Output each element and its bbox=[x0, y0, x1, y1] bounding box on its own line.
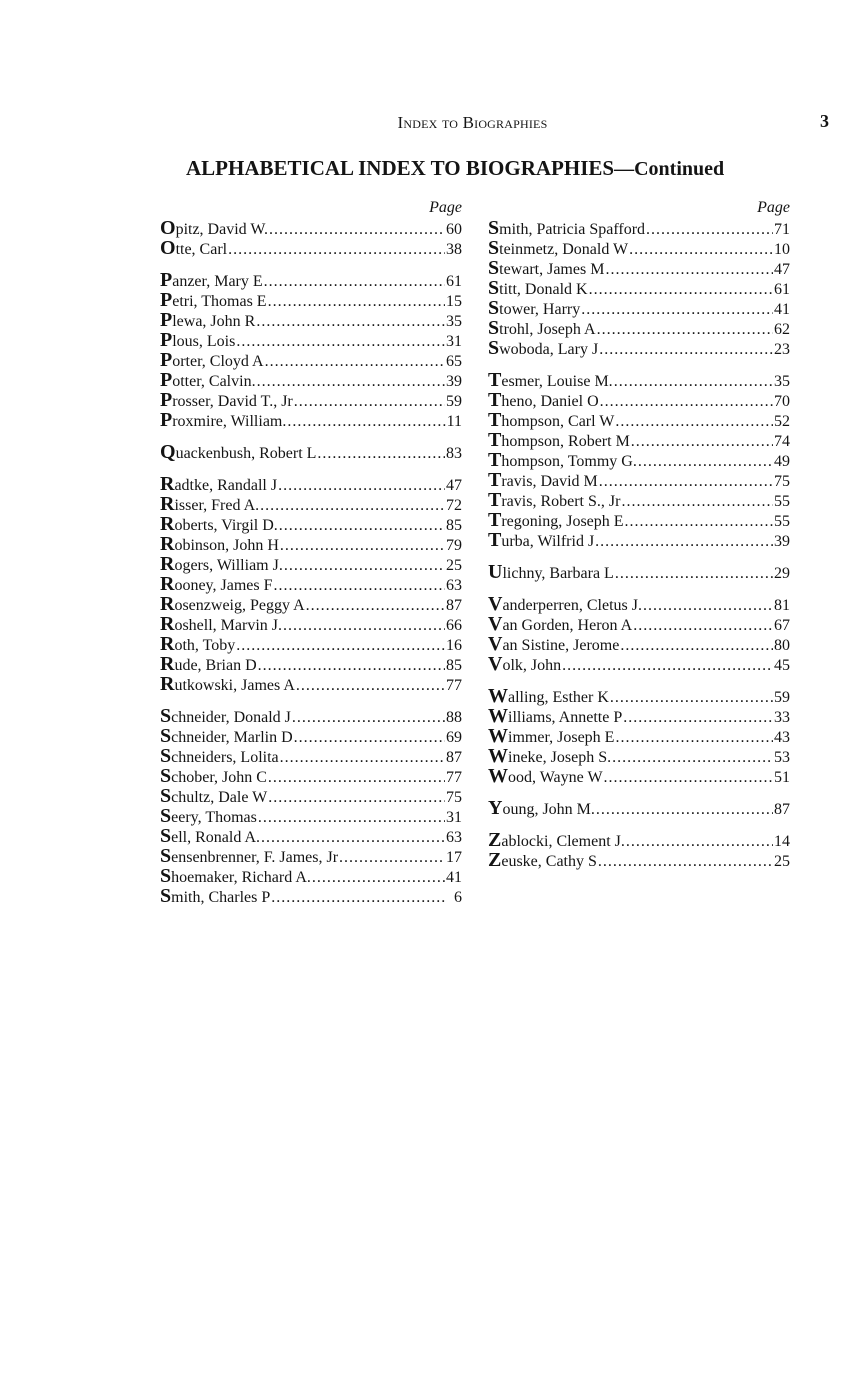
index-entry bbox=[488, 746, 790, 766]
entry-name: Williams, Annette P bbox=[488, 706, 623, 726]
entry-name: Thompson, Tommy G. bbox=[488, 450, 637, 470]
entry-name: Smith, Patricia Spafford bbox=[488, 218, 646, 238]
entry-name: Risser, Fred A. bbox=[160, 494, 260, 514]
index-letter-group bbox=[160, 706, 462, 906]
dot-leader bbox=[264, 272, 445, 290]
dot-leader bbox=[620, 636, 773, 654]
entry-page-number: 83 bbox=[446, 445, 462, 462]
left-entries bbox=[160, 218, 462, 906]
index-entry bbox=[160, 238, 462, 258]
dot-leader bbox=[283, 616, 445, 634]
dot-leader bbox=[631, 432, 773, 450]
index-entry bbox=[160, 654, 462, 674]
index-title-main: ALPHABETICAL INDEX TO BIOGRAPHIES bbox=[186, 156, 615, 180]
entry-page-number: 62 bbox=[774, 321, 790, 338]
dot-leader bbox=[260, 496, 445, 514]
entry-page-number: 72 bbox=[446, 497, 462, 514]
entry-page-number: 87 bbox=[446, 597, 462, 614]
index-entry bbox=[160, 474, 462, 494]
entry-page-number: 79 bbox=[446, 537, 462, 554]
entry-name: Stower, Harry bbox=[488, 298, 581, 318]
index-letter-group bbox=[160, 270, 462, 430]
entry-name: Vanderperren, Cletus J. bbox=[488, 594, 642, 614]
entry-page-number: 88 bbox=[446, 709, 462, 726]
entry-name: Wood, Wayne W bbox=[488, 766, 603, 786]
dot-leader bbox=[604, 768, 773, 786]
entry-page-number: 25 bbox=[446, 557, 462, 574]
index-entry bbox=[488, 450, 790, 470]
entry-page-number: 69 bbox=[446, 729, 462, 746]
dot-leader bbox=[268, 788, 445, 806]
index-entry bbox=[488, 258, 790, 278]
dot-leader bbox=[615, 728, 773, 746]
index-entry bbox=[488, 298, 790, 318]
dot-leader bbox=[258, 656, 445, 674]
entry-name: Walling, Esther K bbox=[488, 686, 609, 706]
entry-name: Steinmetz, Donald W bbox=[488, 238, 629, 258]
dot-leader bbox=[623, 708, 773, 726]
entry-name: Zablocki, Clement J. bbox=[488, 830, 625, 850]
entry-name: Turba, Wilfrid J bbox=[488, 530, 595, 550]
entry-name: Plous, Lois bbox=[160, 330, 236, 350]
index-entry bbox=[160, 786, 462, 806]
index-entry bbox=[488, 338, 790, 358]
index-entry bbox=[160, 634, 462, 654]
entry-page-number: 35 bbox=[446, 313, 462, 330]
page-column-label: Page bbox=[757, 199, 790, 216]
index-entry bbox=[160, 806, 462, 826]
entry-name: Roth, Toby bbox=[160, 634, 236, 654]
dot-leader bbox=[615, 564, 773, 582]
dot-leader bbox=[646, 220, 773, 238]
running-head: Index to Biographies bbox=[397, 113, 548, 132]
page-column-label: Page bbox=[429, 199, 462, 216]
dot-leader bbox=[280, 536, 445, 554]
dot-leader bbox=[625, 512, 773, 530]
entry-name: Zeuske, Cathy S bbox=[488, 850, 597, 870]
dot-leader bbox=[280, 748, 445, 766]
dot-leader bbox=[269, 220, 445, 238]
entry-page-number: 67 bbox=[774, 617, 790, 634]
index-entry bbox=[160, 390, 462, 410]
dot-leader bbox=[339, 848, 445, 866]
entry-page-number: 87 bbox=[446, 749, 462, 766]
dot-leader bbox=[615, 412, 773, 430]
dot-leader bbox=[612, 748, 773, 766]
page-number: 3 bbox=[820, 111, 829, 131]
index-entry bbox=[488, 798, 790, 818]
dot-leader bbox=[271, 888, 447, 906]
index-letter-group bbox=[160, 218, 462, 258]
entry-name: Radtke, Randall J bbox=[160, 474, 278, 494]
index-entry bbox=[488, 614, 790, 634]
index-entry bbox=[488, 726, 790, 746]
index-letter-group bbox=[488, 370, 790, 550]
index-entry bbox=[160, 706, 462, 726]
index-entry bbox=[160, 826, 462, 846]
entry-name: Prosser, David T., Jr bbox=[160, 390, 293, 410]
entry-page-number: 85 bbox=[446, 517, 462, 534]
dot-leader bbox=[268, 292, 445, 310]
entry-page-number: 41 bbox=[446, 869, 462, 886]
dot-leader bbox=[629, 240, 773, 258]
index-entry bbox=[160, 766, 462, 786]
dot-leader bbox=[294, 392, 445, 410]
index-entry bbox=[488, 830, 790, 850]
right-column bbox=[488, 198, 790, 882]
index-entry bbox=[160, 218, 462, 238]
index-entry bbox=[488, 510, 790, 530]
dot-leader bbox=[598, 852, 773, 870]
entry-page-number: 60 bbox=[446, 221, 462, 238]
entry-name: Robinson, John H bbox=[160, 534, 279, 554]
index-entry bbox=[160, 270, 462, 290]
index-entry bbox=[160, 886, 462, 906]
entry-page-number: 16 bbox=[446, 637, 462, 654]
dot-leader bbox=[643, 596, 773, 614]
entry-page-number: 31 bbox=[446, 809, 462, 826]
entry-name: Wimmer, Joseph E bbox=[488, 726, 615, 746]
index-entry bbox=[488, 238, 790, 258]
dot-leader bbox=[597, 320, 773, 338]
dot-leader bbox=[312, 868, 445, 886]
index-letter-group bbox=[488, 798, 790, 818]
entry-name: Schneider, Donald J bbox=[160, 706, 291, 726]
index-entry bbox=[160, 514, 462, 534]
index-entry bbox=[160, 746, 462, 766]
index-entry bbox=[488, 634, 790, 654]
entry-name: Stewart, James M bbox=[488, 258, 605, 278]
index-entry bbox=[160, 330, 462, 350]
entry-name: Travis, David M bbox=[488, 470, 598, 490]
index-entry bbox=[160, 494, 462, 514]
entry-name: Petri, Thomas E bbox=[160, 290, 267, 310]
entry-name: Quackenbush, Robert L bbox=[160, 442, 317, 462]
dot-leader bbox=[638, 452, 773, 470]
entry-page-number: 75 bbox=[774, 473, 790, 490]
index-entry bbox=[160, 594, 462, 614]
entry-name: Sell, Ronald A. bbox=[160, 826, 261, 846]
entry-name: Rude, Brian D bbox=[160, 654, 257, 674]
dot-leader bbox=[610, 688, 773, 706]
entry-page-number: 61 bbox=[774, 281, 790, 298]
entry-page-number: 75 bbox=[446, 789, 462, 806]
index-title bbox=[186, 156, 724, 181]
entry-name: Roberts, Virgil D. bbox=[160, 514, 278, 534]
entry-page-number: 41 bbox=[774, 301, 790, 318]
right-entries bbox=[488, 218, 790, 870]
dot-leader bbox=[596, 800, 773, 818]
entry-name: Schneiders, Lolita bbox=[160, 746, 279, 766]
index-entry bbox=[488, 470, 790, 490]
entry-page-number: 39 bbox=[446, 373, 462, 390]
entry-name: Stitt, Donald K bbox=[488, 278, 588, 298]
index-letter-group bbox=[488, 218, 790, 358]
entry-name: Rooney, James F bbox=[160, 574, 273, 594]
entry-page-number: 43 bbox=[774, 729, 790, 746]
entry-page-number: 85 bbox=[446, 657, 462, 674]
entry-name: Thompson, Robert M bbox=[488, 430, 630, 450]
entry-name: Van Sistine, Jerome bbox=[488, 634, 620, 654]
entry-name: Van Gorden, Heron A bbox=[488, 614, 633, 634]
left-column bbox=[160, 198, 462, 918]
index-title-suffix: —Continued bbox=[614, 158, 725, 180]
entry-page-number: 52 bbox=[774, 413, 790, 430]
index-entry bbox=[160, 554, 462, 574]
entry-page-number: 39 bbox=[774, 533, 790, 550]
entry-name: Ulichny, Barbara L bbox=[488, 562, 614, 582]
entry-name: Shoemaker, Richard A. bbox=[160, 866, 311, 886]
entry-name: Rogers, William J. bbox=[160, 554, 283, 574]
dot-leader bbox=[268, 768, 445, 786]
entry-page-number: 63 bbox=[446, 577, 462, 594]
entry-page-number: 49 bbox=[774, 453, 790, 470]
entry-page-number: 59 bbox=[774, 689, 790, 706]
entry-name: Proxmire, William. bbox=[160, 410, 287, 430]
entry-name: Strohl, Joseph A bbox=[488, 318, 596, 338]
dot-leader bbox=[562, 656, 773, 674]
entry-page-number: 47 bbox=[774, 261, 790, 278]
entry-name: Young, John M. bbox=[488, 798, 595, 818]
dot-leader bbox=[589, 280, 773, 298]
index-entry bbox=[488, 370, 790, 390]
index-entry bbox=[160, 290, 462, 310]
dot-leader bbox=[287, 412, 445, 430]
entry-page-number: 15 bbox=[446, 293, 462, 310]
entry-page-number: 14 bbox=[774, 833, 790, 850]
dot-leader bbox=[236, 636, 445, 654]
entry-name: Otte, Carl bbox=[160, 238, 228, 258]
dot-leader bbox=[626, 832, 773, 850]
entry-page-number: 65 bbox=[446, 353, 462, 370]
entry-page-number: 74 bbox=[774, 433, 790, 450]
entry-page-number: 70 bbox=[774, 393, 790, 410]
entry-page-number: 80 bbox=[774, 637, 790, 654]
entry-name: Schneider, Marlin D bbox=[160, 726, 293, 746]
dot-leader bbox=[279, 516, 445, 534]
index-letter-group bbox=[488, 562, 790, 582]
index-entry bbox=[160, 846, 462, 866]
dot-leader bbox=[278, 476, 445, 494]
index-entry bbox=[160, 410, 462, 430]
dot-leader bbox=[228, 240, 445, 258]
entry-page-number: 51 bbox=[774, 769, 790, 786]
entry-page-number: 6 bbox=[454, 889, 462, 906]
index-entry bbox=[160, 350, 462, 370]
entry-page-number: 77 bbox=[446, 677, 462, 694]
entry-page-number: 87 bbox=[774, 801, 790, 818]
entry-name: Travis, Robert S., Jr bbox=[488, 490, 621, 510]
entry-page-number: 35 bbox=[774, 373, 790, 390]
dot-leader bbox=[294, 728, 445, 746]
entry-name: Volk, John bbox=[488, 654, 562, 674]
entry-page-number: 11 bbox=[446, 413, 462, 430]
index-entry bbox=[488, 410, 790, 430]
entry-page-number: 55 bbox=[774, 493, 790, 510]
entry-name: Opitz, David W. bbox=[160, 218, 268, 238]
dot-leader bbox=[599, 340, 773, 358]
dot-leader bbox=[599, 472, 773, 490]
entry-name: Tesmer, Louise M. bbox=[488, 370, 613, 390]
dot-leader bbox=[284, 556, 445, 574]
entry-name: Rosenzweig, Peggy A bbox=[160, 594, 305, 614]
dot-leader bbox=[621, 492, 773, 510]
index-entry bbox=[488, 686, 790, 706]
entry-name: Theno, Daniel O bbox=[488, 390, 599, 410]
index-entry bbox=[488, 318, 790, 338]
entry-page-number: 77 bbox=[446, 769, 462, 786]
entry-page-number: 31 bbox=[446, 333, 462, 350]
dot-leader bbox=[600, 392, 773, 410]
index-entry bbox=[488, 218, 790, 238]
entry-name: Tregoning, Joseph E bbox=[488, 510, 624, 530]
index-entry bbox=[160, 614, 462, 634]
entry-page-number: 81 bbox=[774, 597, 790, 614]
dot-leader bbox=[258, 808, 445, 826]
entry-name: Schober, John C bbox=[160, 766, 267, 786]
entry-page-number: 29 bbox=[774, 565, 790, 582]
dot-leader bbox=[296, 676, 445, 694]
index-letter-group bbox=[488, 594, 790, 674]
dot-leader bbox=[274, 576, 445, 594]
dot-leader bbox=[317, 444, 445, 462]
index-entry bbox=[160, 574, 462, 594]
index-entry bbox=[160, 726, 462, 746]
index-entry bbox=[488, 594, 790, 614]
entry-name: Schultz, Dale W bbox=[160, 786, 268, 806]
entry-name: Roshell, Marvin J. bbox=[160, 614, 282, 634]
dot-leader bbox=[265, 352, 445, 370]
entry-page-number: 25 bbox=[774, 853, 790, 870]
index-letter-group bbox=[160, 474, 462, 694]
dot-leader bbox=[614, 372, 773, 390]
entry-name: Thompson, Carl W bbox=[488, 410, 615, 430]
index-entry bbox=[160, 310, 462, 330]
entry-name: Rutkowski, James A bbox=[160, 674, 295, 694]
entry-page-number: 63 bbox=[446, 829, 462, 846]
index-letter-group bbox=[160, 442, 462, 462]
index-entry bbox=[160, 866, 462, 886]
entry-page-number: 38 bbox=[446, 241, 462, 258]
entry-page-number: 45 bbox=[774, 657, 790, 674]
index-entry bbox=[488, 562, 790, 582]
index-letter-group bbox=[488, 830, 790, 870]
index-entry bbox=[160, 442, 462, 462]
entry-name: Seery, Thomas bbox=[160, 806, 257, 826]
index-entry bbox=[160, 674, 462, 694]
dot-leader bbox=[581, 300, 773, 318]
entry-page-number: 59 bbox=[446, 393, 462, 410]
entry-name: Sensenbrenner, F. James, Jr bbox=[160, 846, 339, 866]
entry-name: Panzer, Mary E bbox=[160, 270, 263, 290]
dot-leader bbox=[595, 532, 773, 550]
index-entry bbox=[488, 530, 790, 550]
entry-page-number: 10 bbox=[774, 241, 790, 258]
dot-leader bbox=[306, 596, 445, 614]
entry-page-number: 33 bbox=[774, 709, 790, 726]
entry-page-number: 53 bbox=[774, 749, 790, 766]
index-entry bbox=[160, 534, 462, 554]
entry-page-number: 66 bbox=[446, 617, 462, 634]
entry-page-number: 61 bbox=[446, 273, 462, 290]
dot-leader bbox=[236, 332, 445, 350]
index-entry bbox=[488, 654, 790, 674]
entry-page-number: 47 bbox=[446, 477, 462, 494]
index-entry bbox=[160, 370, 462, 390]
entry-name: Swoboda, Lary J bbox=[488, 338, 599, 358]
index-entry bbox=[488, 850, 790, 870]
index-entry bbox=[488, 766, 790, 786]
index-entry bbox=[488, 390, 790, 410]
entry-name: Plewa, John R bbox=[160, 310, 256, 330]
dot-leader bbox=[261, 828, 445, 846]
index-entry bbox=[488, 706, 790, 726]
dot-leader bbox=[292, 708, 445, 726]
index-entry bbox=[488, 278, 790, 298]
index-entry bbox=[488, 490, 790, 510]
dot-leader bbox=[256, 312, 445, 330]
dot-leader bbox=[257, 372, 445, 390]
dot-leader bbox=[605, 260, 773, 278]
dot-leader bbox=[633, 616, 773, 634]
entry-name: Potter, Calvin. bbox=[160, 370, 256, 390]
entry-page-number: 23 bbox=[774, 341, 790, 358]
entry-page-number: 71 bbox=[774, 221, 790, 238]
entry-page-number: 55 bbox=[774, 513, 790, 530]
index-entry bbox=[488, 430, 790, 450]
index-letter-group bbox=[488, 686, 790, 786]
entry-name: Wineke, Joseph S. bbox=[488, 746, 612, 766]
entry-name: Porter, Cloyd A bbox=[160, 350, 264, 370]
entry-page-number: 17 bbox=[446, 849, 462, 866]
entry-name: Smith, Charles P bbox=[160, 886, 271, 906]
